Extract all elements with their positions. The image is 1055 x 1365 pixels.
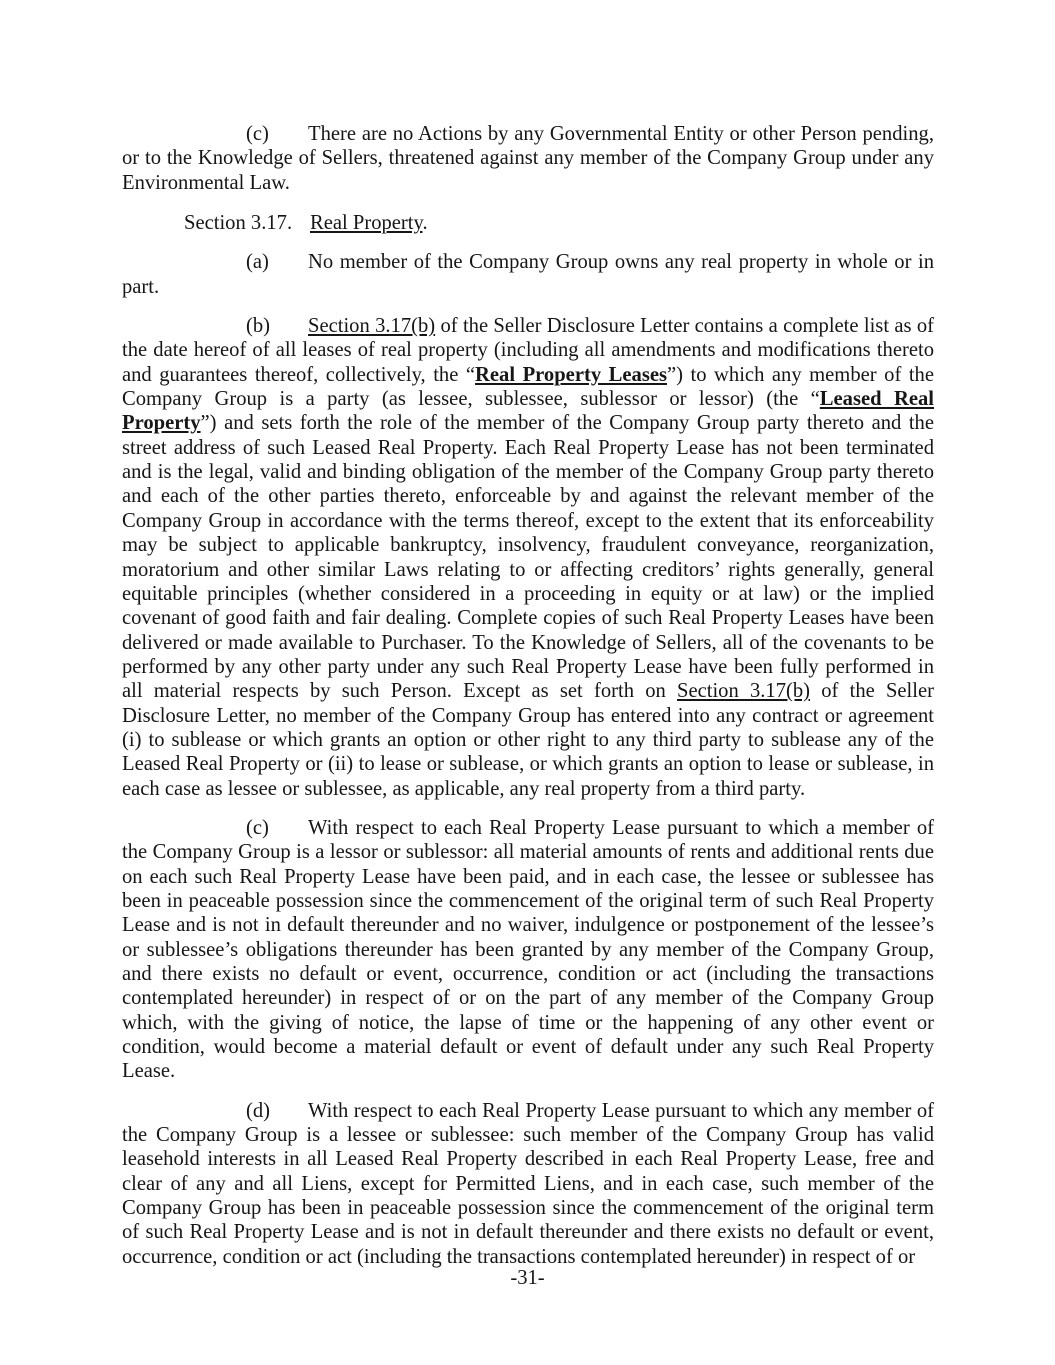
- section-number: Section 3.17.: [184, 212, 293, 235]
- paragraph-label: (b): [246, 315, 271, 338]
- section-title-period: .: [422, 212, 428, 235]
- paragraph-d: [122, 1099, 934, 1269]
- paragraph-a: [122, 250, 934, 299]
- paragraph-text: of the Seller Disclosure Letter contains a complete list as of the date hereof of all leases of real property (including all amendments and modifications thereto and guarantees thereof, collectively, the “: [122, 315, 934, 386]
- paragraph-text: With respect to each Real Property Lease pursuant to which a member of the Company Group is a lessor or sublessor: all material amounts of rents and additional rents due on each such Real Property Lease have been paid, and in each case, the lessee or sublessee has been in peaceable possession since the commencement of the original term of such Real Property Lease and is not in default thereunder and no waiver, indulgence or postponement of the lessee’s or sublessee’s obligations thereunder has been granted by any member of the Company Group, and there exists no default or event, occurrence, condition or act (including the transactions contemplated hereunder) in respect of or on the part of any member of the Company Group which, with the giving of notice, the lapse of time or the happening of any other event or condition, would become a material default or event of default under any such Real Property Lease.: [122, 816, 934, 1083]
- section-heading-3-17: [122, 211, 934, 235]
- paragraph-label: (c): [246, 816, 269, 839]
- paragraph-text: No member of the Company Group owns any real property in whole or in part.: [122, 251, 934, 298]
- xref-section-3-17b: Section 3.17(b): [677, 680, 811, 703]
- paragraph-label: (c): [246, 123, 269, 145]
- paragraph-text: ”) to which any member of the Company Group is a party (as lessee, sublessee, sublessor or lessor) (the “: [122, 363, 934, 411]
- paragraph-text: There are no Actions by any Governmental Entity or other Person pending, or to the Knowledge of Sellers, threatened against any member of the Company Group under any Environmental Law.: [122, 123, 934, 194]
- paragraph-c: [122, 816, 934, 1084]
- paragraph-text: With respect to each Real Property Lease pursuant to which any member of the Company Group is a lessee or sublessee: such member of the Company Group has valid leasehold interests in all Leased Real Property described in each Real Property Lease, free and clear of any and all Liens, except for Permitted Liens, and in each case, such member of the Company Group has been in peaceable possession since the commencement of the original term of such Real Property Lease and is not in default thereunder and there exists no default or event, occurrence, condition or act (including the transactions contemplated hereunder) in respect of or: [122, 1099, 934, 1268]
- paragraph-b: [122, 314, 934, 801]
- defined-term-real-property-leases: Real Property Leases: [475, 363, 667, 386]
- paragraph-label: (d): [246, 1099, 271, 1122]
- paragraph-text: of the Seller Disclosure Letter, no member of the Company Group has entered into any contract or agreement (i) to sublease or which grants an option or other right to any third party to sublease any of the Leased Real Property or (ii) to lease or sublease, or which grants an option to lease or sublease, in each case as lessee or sublessee, as applicable, any real property from a third party.: [122, 680, 934, 800]
- section-title: Real Property: [310, 212, 423, 235]
- defined-term-leased-real-property: Leased Real Property: [122, 388, 934, 435]
- paragraph-text: ”) and sets forth the role of the member of the Company Group party thereto and the street address of such Leased Real Property. Each Real Property Lease has not been terminated and is the legal, valid and binding obligation of the member of the Company Group party thereto and each of the other parties thereto, enforceable by and against the relevant member of the Company Group in accordance with the terms thereof, except to the extent that its enforceability may be subject to applicable bankruptcy, insolvency, fraudulent conveyance, reorganization, moratorium and other similar Laws relating to or affecting creditors’ rights generally, general equitable principles (whether considered in a proceeding in equity or at law) or the implied covenant of good faith and fair dealing. Complete copies of such Real Property Leases have been delivered or made available to Purchaser. To the Knowledge of Sellers, all of the covenants to be performed by any other party under any such Real Property Lease have been fully performed in all material respects by such Person. Except as set forth on: [122, 412, 934, 703]
- xref-section-3-17b: Section 3.17(b): [308, 315, 436, 338]
- page-number: -31-: [510, 1267, 545, 1289]
- paragraph-environmental-c: [122, 122, 934, 195]
- paragraph-label: (a): [246, 251, 269, 274]
